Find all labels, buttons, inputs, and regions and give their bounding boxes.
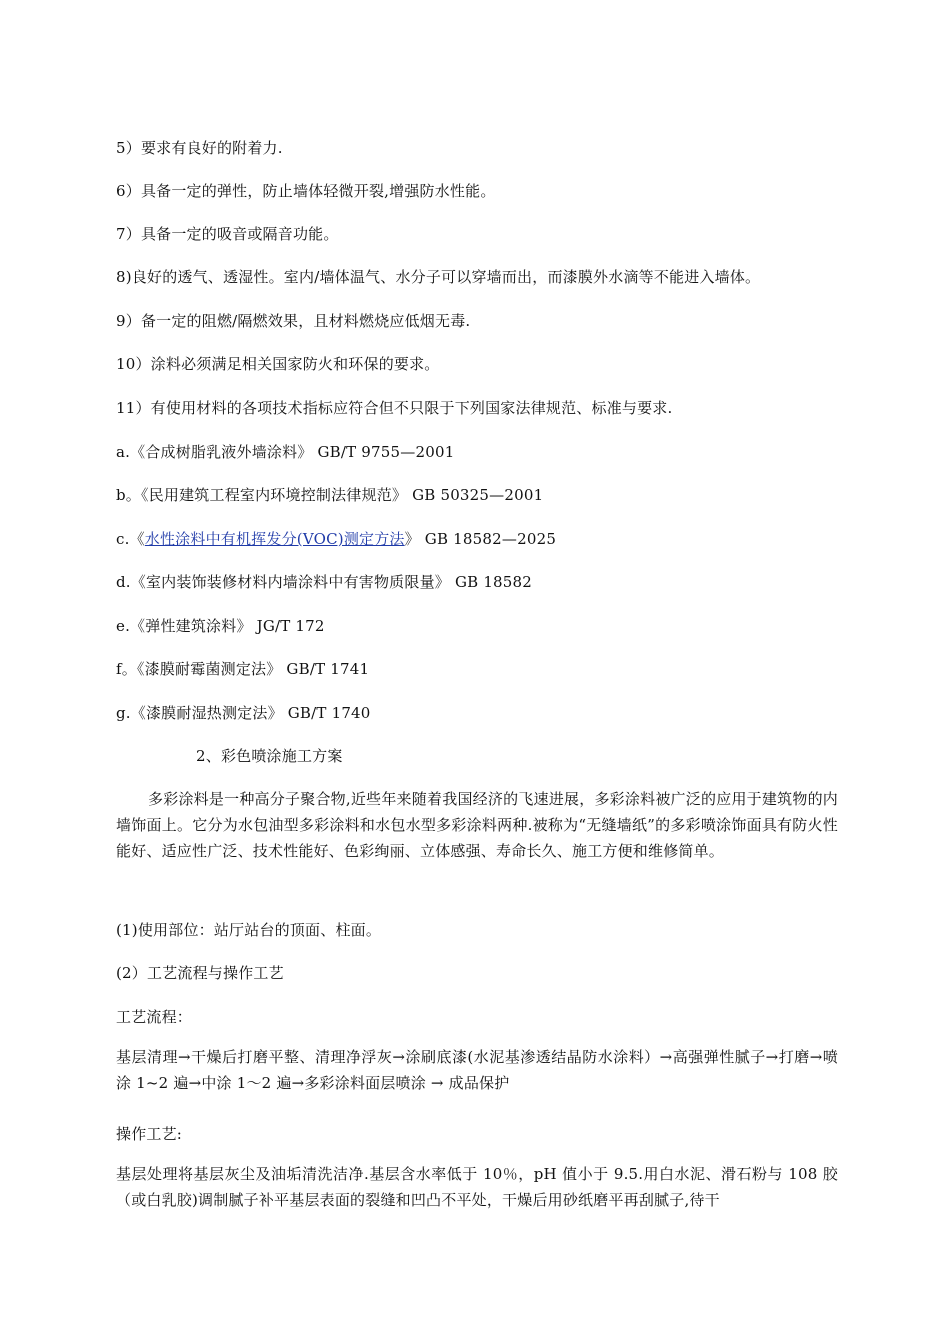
requirement-5: 5）要求有良好的附着力. [116,139,283,157]
flow-paragraph: 基层清理→干燥后打磨平整、清理净浮灰→涂刷底漆(水泥基渗透结晶防水涂料）→高强弹性腻子→打磨→喷涂 1~2 遍→中涂 1～2 遍→多彩涂料面层喷涂 → 成品保护 [116,1048,838,1092]
usage-line: (1)使用部位：站厅站台的顶面、柱面。 [116,921,382,939]
standard-a: a.《合成树脂乳液外墙涂料》 GB/T 9755—2001 [116,443,455,461]
requirement-10: 10）涂料必须满足相关国家防火和环保的要求。 [116,355,440,373]
flow-label: 工艺流程： [116,1008,193,1026]
requirement-11: 11）有使用材料的各项技术指标应符合但不只限于下列国家法律规范、标准与要求. [116,399,673,417]
requirement-7: 7）具备一定的吸音或隔音功能。 [116,225,339,243]
standard-c-prefix: c.《 [116,530,145,548]
standard-c [116,529,556,549]
standard-b: b。《民用建筑工程室内环境控制法律规范》 GB 50325—2001 [116,486,544,504]
operation-label: 操作工艺: [116,1125,183,1143]
requirement-8: 8)良好的透气、透湿性。室内/墙体温气、水分子可以穿墙而出，而漆膜外水滴等不能进入墙体。 [116,268,761,286]
standard-d: d.《室内装饰装修材料内墙涂料中有害物质限量》 GB 18582 [116,573,533,591]
intro-paragraph: 多彩涂料是一种高分子聚合物,近些年来随着我国经济的飞速进展，多彩涂料被广泛的应用于建筑物的内墙饰面上。它分为水包油型多彩涂料和水包水型多彩涂料两种.被称为“无缝墙纸”的多彩喷涂饰面具有防火性能好、适应性广泛、技术性能好、色彩绚丽、立体感强、寿命长久、施工方便和维修简单。 [116,790,838,860]
requirement-6: 6）具备一定的弹性，防止墙体轻微开裂,增强防水性能。 [116,182,496,200]
standard-c-link[interactable]: 水性涂料中有机挥发分(VOC)测定方法 [144,530,405,548]
standard-c-suffix: 》 GB 18582—2025 [404,530,557,548]
operation-paragraph: 基层处理将基层灰尘及油垢清洗洁净.基层含水率低于 10％，pH 值小于 9.5.用白水泥、滑石粉与 108 胶（或白乳胶)调制腻子补平基层表面的裂缝和凹凸不平处，干燥后用砂纸磨平再刮腻子,待干 [116,1165,838,1209]
standard-e: e.《弹性建筑涂料》 JG/T 172 [116,617,325,635]
process-heading: (2）工艺流程与操作工艺 [116,964,284,982]
section-heading: 2、彩色喷涂施工方案 [196,747,343,765]
standard-g: g.《漆膜耐湿热测定法》 GB/T 1740 [116,704,371,722]
standard-f: f。《漆膜耐霉菌测定法》 GB/T 1741 [116,660,370,678]
requirement-9: 9）备一定的阻燃/隔燃效果，且材料燃烧应低烟无毒. [116,312,471,330]
